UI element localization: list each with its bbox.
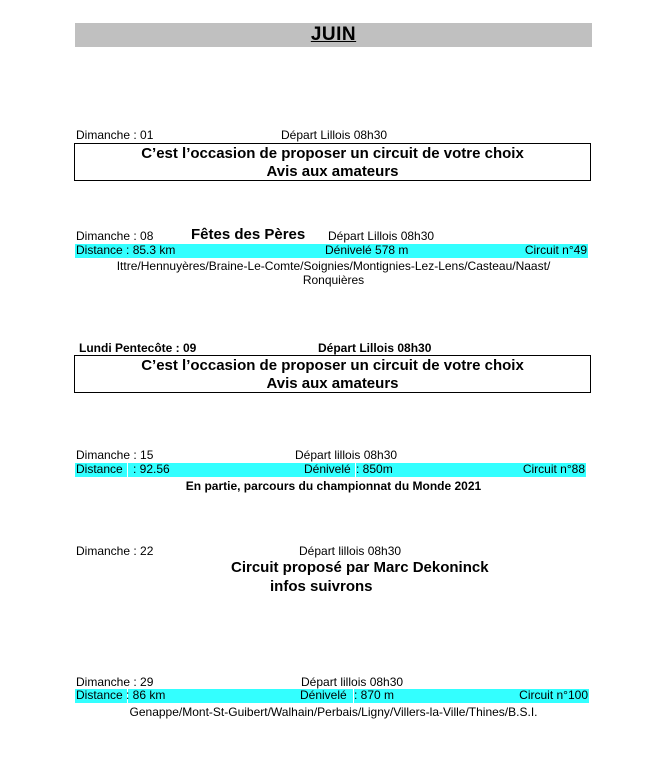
route-description: Genappe/Mont-St-Guibert/Walhain/Perbais/Ligny/Villers-la-Ville/Thines/B.S.I.: [129, 705, 538, 719]
month-header-bar: [75, 23, 592, 47]
entry-day: Dimanche : 01: [76, 128, 154, 142]
announcement-line: Avis aux amateurs: [266, 163, 399, 180]
distance: Distance : 85.3 km: [76, 243, 176, 257]
route-note: En partie, parcours du championnat du Monde 2021: [185, 479, 482, 493]
entry-depart: Départ lillois 08h30: [295, 448, 398, 462]
entry-depart: Départ Lillois 08h30: [328, 229, 435, 243]
announcement-line: Avis aux amateurs: [266, 375, 399, 392]
entry-day: Lundi Pentecôte : 09: [79, 341, 197, 355]
entry-depart: Départ lillois 08h30: [301, 675, 404, 689]
entry-day: Dimanche : 08: [76, 229, 154, 243]
entry-depart: Départ Lillois 08h30: [318, 341, 432, 355]
announcement-box: [74, 143, 591, 181]
entry-depart: Départ Lillois 08h30: [281, 128, 388, 142]
distance-label: Distance: [76, 462, 123, 476]
distance-value: : 86 km: [126, 688, 166, 702]
entry-day: Dimanche : 22: [76, 544, 154, 558]
entry-day: Dimanche : 15: [76, 448, 154, 462]
circuit-proposal: Circuit proposé par Marc Dekoninck: [231, 559, 489, 576]
circuit-info-bar: [75, 463, 586, 477]
entry-day: Dimanche : 29: [76, 675, 154, 689]
denivele-value: : 870 m: [354, 688, 395, 702]
circuit-number: Circuit n°100: [519, 688, 588, 702]
denivele-value: : 850m: [356, 462, 393, 476]
circuit-info-note: infos suivrons: [270, 578, 373, 595]
circuit-number: Circuit n°49: [524, 243, 587, 257]
route-description: Ittre/Hennuyères/Braine-Le-Comte/Soignies/Montignies-Lez-Lens/Casteau/Naast/: [116, 259, 551, 273]
announcement-box: [74, 355, 591, 393]
entry-depart: Départ lillois 08h30: [299, 544, 402, 558]
announcement-line: C’est l’occasion de proposer un circuit de votre choix: [141, 357, 524, 374]
announcement-line: C’est l’occasion de proposer un circuit de votre choix: [141, 145, 524, 162]
distance-label: Distance: [76, 688, 123, 702]
entry-event: Fêtes des Pères: [191, 226, 306, 243]
circuit-number: Circuit n°88: [522, 462, 585, 476]
month-title: JUIN: [310, 24, 357, 45]
circuit-info-bar: [75, 244, 588, 258]
distance-value: : 92.56: [133, 462, 170, 476]
route-description: Ronquières: [302, 273, 365, 287]
denivele-label: Dénivelé: [304, 462, 351, 476]
circuit-info-bar: [75, 689, 589, 703]
denivele-label: Dénivelé: [300, 688, 347, 702]
denivele: Dénivelé 578 m: [325, 243, 409, 257]
